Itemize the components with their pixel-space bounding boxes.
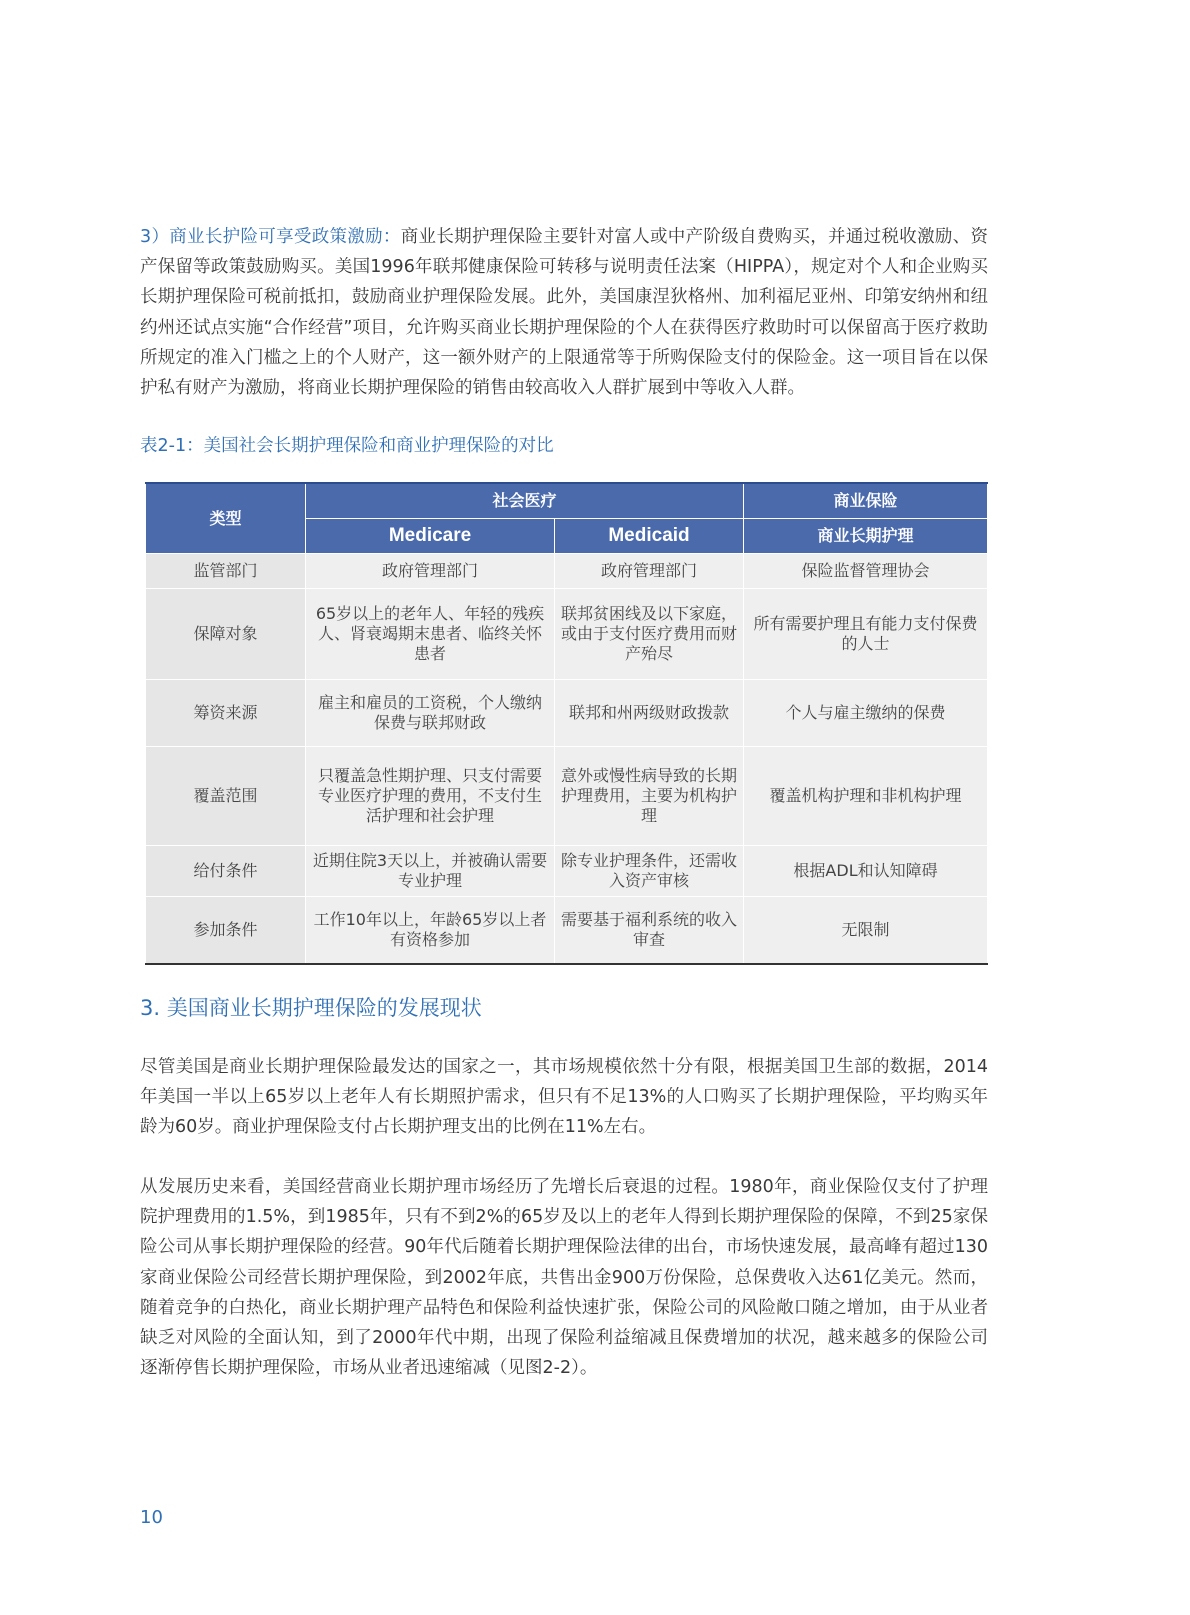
table-row — [146, 589, 988, 680]
medicare-cell: 政府管理部门 — [306, 554, 555, 589]
medicare-header: Medicare — [306, 519, 555, 554]
medicaid-cell: 需要基于福利系统的收入审查 — [555, 897, 744, 965]
row-label: 筹资来源 — [146, 680, 306, 747]
row-label: 监管部门 — [146, 554, 306, 589]
commercial-ltc-header: 商业长期护理 — [744, 519, 988, 554]
row-label: 参加条件 — [146, 897, 306, 965]
table-row — [146, 747, 988, 846]
page-number: 10 — [140, 1507, 163, 1528]
medicaid-cell: 意外或慢性病导致的长期护理费用，主要为机构护理 — [555, 747, 744, 846]
history-paragraph: 从发展历史来看，美国经营商业长期护理市场经历了先增长后衰退的过程。1980年，商业保险仅支付了护理院护理费用的1.5%，到1985年，只有不到2%的65岁及以上的老年人得到长期护理保险的保障，不到25家保险公司从事长期护理保险的经营。90年代后随着长期护理保险法律的出台，市场快速发展，最高峰有超过130家商业保险公司经营长期护理保险，到2002年底，共售出金900万份保险，总保费收入达61亿美元。然而，随着竞争的白热化，商业长期护理产品特色和保险利益快速扩张，保险公司的风险敞口随之增加，由于从业者缺乏对风险的全面认知，到了2000年代中期，出现了保险利益缩减且保费增加的状况，越来越多的保险公司逐渐停售长期护理保险，市场从业者迅速缩减（见图2-2）。 — [140, 1177, 988, 1379]
table-row — [146, 554, 988, 589]
medicaid-cell: 联邦贫困线及以下家庭，或由于支付医疗费用而财产殆尽 — [555, 589, 744, 680]
medicare-cell: 雇主和雇员的工资税，个人缴纳保费与联邦财政 — [306, 680, 555, 747]
row-label: 给付条件 — [146, 846, 306, 897]
paragraph-body: 商业长期护理保险主要针对富人或中产阶级自费购买，并通过税收激励、资产保留等政策鼓励购买。美国1996年联邦健康保险可转移与说明责任法案（HIPPA），规定对个人和企业购买长期护理保险可税前抵扣，鼓励商业护理保险发展。此外，美国康涅狄格州、加利福尼亚州、印第安纳州和纽约州还试点实施“合作经营”项目，允许购买商业长期护理保险的个人在获得医疗救助时可以保留高于医疗救助所规定的准入门槛之上的个人财产，这一额外财产的上限通常等于所购保险支付的保险金。这一项目旨在以保护私有财产为激励，将商业长期护理保险的销售由较高收入人群扩展到中等收入人群。 — [140, 227, 988, 399]
intro-paragraph — [140, 222, 988, 403]
commercial-cell: 保险监督管理协会 — [744, 554, 988, 589]
table-row — [146, 680, 988, 747]
medicare-cell: 只覆盖急性期护理、只支付需要专业医疗护理的费用，不支付生活护理和社会护理 — [306, 747, 555, 846]
medicaid-cell: 联邦和州两级财政拨款 — [555, 680, 744, 747]
medicare-cell: 工作10年以上，年龄65岁以上者有资格参加 — [306, 897, 555, 965]
commercial-insurance-header: 商业保险 — [744, 483, 988, 519]
commercial-cell: 根据ADL和认知障碍 — [744, 846, 988, 897]
section-heading: 3. 美国商业长期护理保险的发展现状 — [140, 996, 482, 1020]
medicaid-header: Medicaid — [555, 519, 744, 554]
commercial-cell: 无限制 — [744, 897, 988, 965]
row-label: 覆盖范围 — [146, 747, 306, 846]
table-caption: 表2-1：美国社会长期护理保险和商业护理保险的对比 — [140, 436, 554, 456]
market-paragraph: 尽管美国是商业长期护理保险最发达的国家之一，其市场规模依然十分有限，根据美国卫生部的数据，2014年美国一半以上65岁以上老年人有长期照护需求，但只有不足13%的人口购买了长期护理保险，平均购买年龄为60岁。商业护理保险支付占长期护理支出的比例在11%左右。 — [140, 1057, 988, 1138]
social-insurance-header: 社会医疗 — [306, 483, 744, 519]
row-label: 保障对象 — [146, 589, 306, 680]
type-header: 类型 — [146, 483, 306, 554]
comparison-table — [145, 482, 988, 965]
table-row — [146, 846, 988, 897]
medicaid-cell: 除专业护理条件，还需收入资产审核 — [555, 846, 744, 897]
commercial-cell: 覆盖机构护理和非机构护理 — [744, 747, 988, 846]
medicaid-cell: 政府管理部门 — [555, 554, 744, 589]
commercial-cell: 所有需要护理且有能力支付保费的人士 — [744, 589, 988, 680]
medicare-cell: 65岁以上的老年人、年轻的残疾人、肾衰竭期末患者、临终关怀患者 — [306, 589, 555, 680]
paragraph-lead: 3）商业长护险可享受政策激励： — [140, 227, 401, 247]
commercial-cell: 个人与雇主缴纳的保费 — [744, 680, 988, 747]
medicare-cell: 近期住院3天以上，并被确认需要专业护理 — [306, 846, 555, 897]
table-row — [146, 897, 988, 965]
